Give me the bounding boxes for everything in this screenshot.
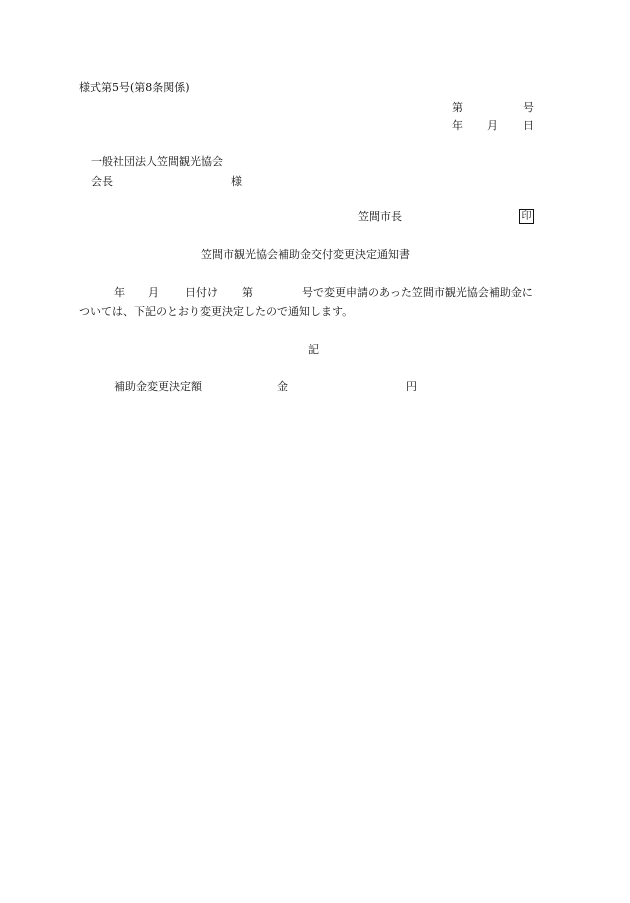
amount-yen: 円 bbox=[406, 380, 417, 393]
body-year: 年 bbox=[114, 286, 125, 299]
body-dated: 日付け bbox=[185, 286, 218, 299]
body-line1-rest: 号で変更申請のあった笠間市観光協会補助金に bbox=[302, 286, 533, 299]
ref-number-suffix: 号 bbox=[523, 101, 534, 114]
ref-year: 年 bbox=[452, 119, 463, 132]
ref-month: 月 bbox=[487, 119, 498, 132]
body-line2: ついては、下記のとおり変更決定したので通知します。 bbox=[79, 305, 354, 318]
amount-kin: 金 bbox=[277, 380, 288, 393]
body-month: 月 bbox=[148, 286, 159, 299]
ref-number-prefix: 第 bbox=[452, 101, 463, 114]
ref-day: 日 bbox=[523, 119, 534, 132]
doc-title: 笠間市観光協会補助金交付変更決定通知書 bbox=[201, 248, 410, 261]
sender-title: 笠間市長 bbox=[358, 210, 402, 223]
ki-heading: 記 bbox=[308, 343, 319, 356]
addressee-org: 一般社団法人笠間観光協会 bbox=[91, 155, 223, 168]
amount-label: 補助金変更決定額 bbox=[114, 380, 202, 393]
addressee-honorific: 様 bbox=[231, 175, 242, 188]
body-number-prefix: 第 bbox=[242, 286, 253, 299]
form-label: 様式第5号(第8条関係) bbox=[79, 81, 190, 94]
seal-mark: 印 bbox=[519, 209, 534, 224]
addressee-title: 会長 bbox=[91, 175, 113, 188]
